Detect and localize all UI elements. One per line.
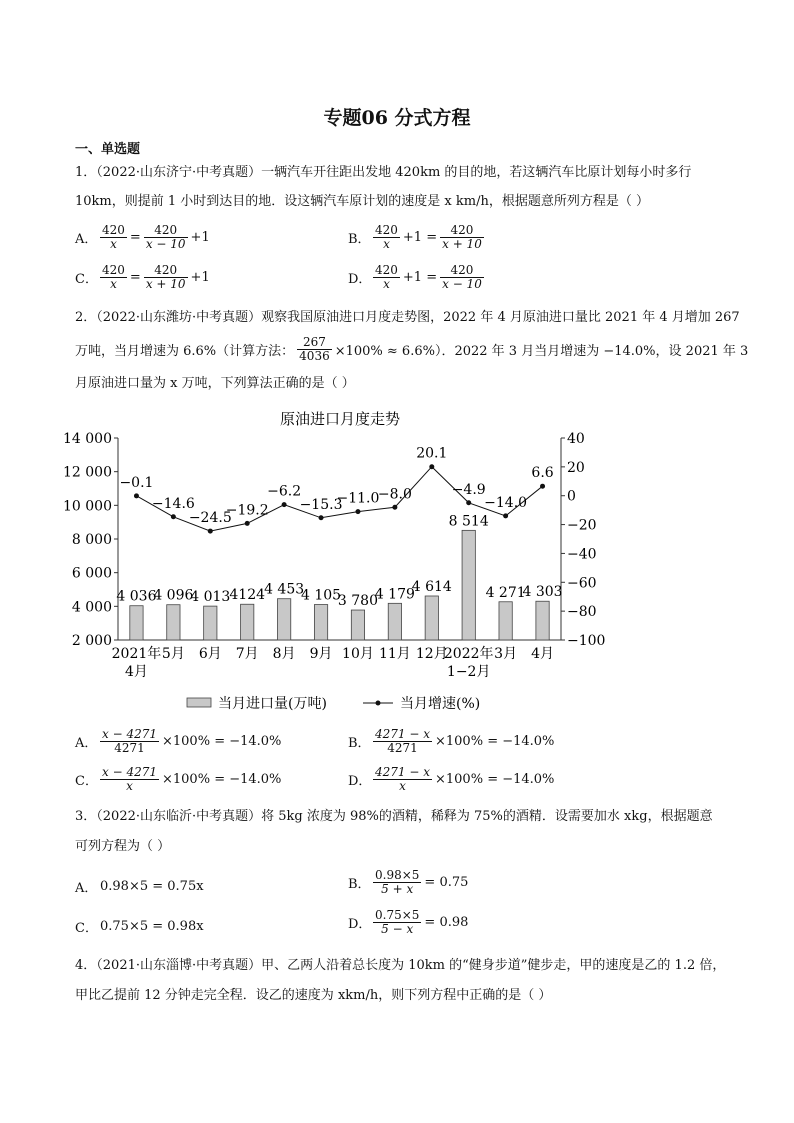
- fraction: $\frac{0.75\times 5}{5 - x}$: [375, 908, 420, 936]
- left-tick-label: 14 000: [63, 431, 112, 447]
- growth-point: [208, 529, 213, 534]
- bar-label: 8 514: [448, 513, 489, 530]
- left-tick-label: 6 000: [71, 565, 112, 582]
- right-tick-label: −40: [567, 546, 597, 563]
- x-tick-label: 9月: [309, 646, 333, 662]
- right-tick-label: 0: [567, 488, 576, 505]
- q1-option-a[interactable]: [75, 224, 210, 251]
- bar-label: 4 036: [116, 588, 157, 605]
- bar: [241, 604, 254, 640]
- option-label: B．: [348, 232, 371, 247]
- bar-label: 4 105: [300, 587, 342, 604]
- option-label: B．: [348, 877, 371, 892]
- option-label: D．: [348, 272, 372, 287]
- bar: [425, 596, 438, 640]
- question-4-line-2: 甲比乙提前 12 分钟走完全程．设乙的速度为 xkm/h，则下列方程中正确的是（ ）: [75, 988, 552, 1003]
- legend-line-marker: [376, 701, 381, 706]
- right-tick-label: −100: [567, 633, 606, 649]
- tail: +1: [190, 270, 210, 285]
- q3-option-a[interactable]: [75, 877, 204, 896]
- x-tick-label: 4月: [531, 646, 555, 662]
- x-tick-label: 10月: [342, 646, 374, 662]
- tail: = 0.98: [424, 915, 469, 930]
- option-label: A．: [75, 736, 98, 751]
- right-tick-label: −80: [567, 604, 597, 621]
- x-tick-label: 3月: [494, 646, 518, 662]
- option-label: C．: [75, 921, 98, 936]
- bar: [204, 606, 217, 640]
- question-2-line-1: 2．（2022·山东潍坊·中考真题）观察我国原油进口月度走势图，2022 年 4 月原油进口量比 2021 年 4 月增加 267: [75, 310, 740, 325]
- growth-label: −14.6: [151, 495, 195, 512]
- legend-bar-swatch: [187, 698, 211, 707]
- bar-label: 4 096: [153, 587, 194, 604]
- operator: +1 =: [402, 270, 438, 285]
- section-heading: 一、单选题: [75, 142, 141, 157]
- bar-label: 4 179: [374, 586, 415, 603]
- bar: [130, 606, 143, 640]
- operator: =: [129, 230, 141, 245]
- left-tick-label: 10 000: [63, 498, 112, 515]
- growth-point: [134, 493, 139, 498]
- option-label: A．: [75, 881, 98, 896]
- fraction: $\frac{x - 4271}{4271}$: [102, 727, 157, 755]
- right-tick-label: 20: [567, 459, 585, 476]
- bar: [499, 602, 512, 640]
- x-tick-label: 2021年: [111, 646, 162, 662]
- right-tick-label: −60: [567, 575, 597, 592]
- legend-line-label: 当月增速(%): [400, 696, 481, 712]
- growth-label: −0.1: [119, 474, 154, 491]
- question-1-line-2: 10km，则提前 1 小时到达目的地．设这辆汽车原计划的速度是 x km/h，根据题意所列方程是（ ）: [75, 194, 649, 209]
- x-tick-label: 2022年: [443, 646, 494, 662]
- growth-label: −24.5: [188, 510, 232, 527]
- x-tick-label: 11月: [378, 646, 411, 662]
- growth-label: −11.0: [336, 490, 380, 507]
- q3-option-d[interactable]: [348, 909, 468, 936]
- growth-label: −19.2: [225, 502, 269, 519]
- bar: [462, 530, 475, 640]
- bar: [314, 605, 327, 640]
- growth-point: [282, 502, 287, 507]
- option-label: D．: [348, 917, 372, 932]
- right-tick-label: 40: [567, 431, 585, 447]
- left-tick-label: 4 000: [71, 599, 112, 616]
- tail: ×100% = −14.0%: [435, 772, 555, 787]
- crude-oil-import-chart: [60, 400, 620, 720]
- left-tick-label: 2 000: [71, 633, 112, 649]
- left-tick-label: 8 000: [71, 532, 112, 548]
- question-3-line-1: 3．（2022·山东临沂·中考真题）将 5kg 浓度为 98%的酒精，稀释为 75%的酒精．设需要加水 xkg，根据题意: [75, 809, 713, 824]
- q3-option-b[interactable]: [348, 869, 468, 896]
- bar: [277, 599, 290, 640]
- growth-point: [171, 514, 176, 519]
- q2-option-d[interactable]: [348, 766, 554, 793]
- q2-option-b[interactable]: [348, 728, 554, 755]
- option-label: B．: [348, 736, 371, 751]
- x-tick-label: 5月: [161, 646, 185, 662]
- option-label: C．: [75, 774, 98, 789]
- tail: ×100% = −14.0%: [162, 734, 282, 749]
- tail: ×100% = −14.0%: [162, 772, 282, 787]
- question-1-line-1: 1．（2022·山东济宁·中考真题）一辆汽车开往距出发地 420km 的目的地，若这辆汽车比原计划每小时多行: [75, 165, 692, 180]
- bar: [388, 603, 401, 640]
- growth-label: −8.0: [377, 486, 412, 503]
- option-label: D．: [348, 774, 372, 789]
- q2-option-c[interactable]: [75, 766, 281, 793]
- q1-option-b[interactable]: [348, 224, 484, 251]
- chart-title: 原油进口月度走势: [279, 410, 401, 428]
- fraction: $\frac{420}{x - 10}$: [442, 263, 482, 291]
- question-4-line-1: 4．（2021·山东淄博·中考真题）甲、乙两人沿着总长度为 10km 的“健身步道”健步走，甲的速度是乙的 1.2 倍，: [75, 958, 726, 973]
- x-tick-label: 6月: [198, 646, 222, 662]
- operator: +1 =: [402, 230, 438, 245]
- q1-option-c[interactable]: [75, 264, 210, 291]
- bar-label: 4 271: [485, 584, 526, 601]
- right-tick-label: −20: [567, 517, 597, 534]
- fraction: $\frac{4271 - x}{x}$: [375, 765, 430, 793]
- growth-label: −6.2: [267, 483, 302, 500]
- bar-label: 4124: [229, 587, 266, 604]
- left-tick-label: 12 000: [63, 464, 112, 481]
- legend-bar-label: 当月进口量(万吨): [218, 696, 327, 712]
- growth-point: [319, 515, 324, 520]
- page-title: 专题06 分式方程: [323, 107, 471, 129]
- fraction: $\frac{267}{4036}$: [299, 335, 330, 363]
- option-label: C．: [75, 272, 98, 287]
- growth-label: −4.9: [451, 481, 486, 498]
- growth-point: [355, 509, 360, 514]
- growth-label: −14.0: [484, 494, 528, 511]
- tail: +1: [190, 230, 210, 245]
- question-3-line-2: 可列方程为（ ）: [75, 839, 171, 854]
- fraction: $\frac{x - 4271}{x}$: [102, 765, 157, 793]
- x-tick-label: 7月: [235, 646, 259, 662]
- growth-label: 6.6: [531, 465, 554, 482]
- growth-point: [392, 505, 397, 510]
- bar-label: 4 013: [190, 589, 231, 606]
- bar-label: 3 780: [337, 593, 379, 610]
- fraction: $\frac{420}{x + 10}$: [442, 223, 482, 251]
- bar-label: 4 453: [264, 581, 305, 598]
- growth-label: −15.3: [299, 496, 343, 513]
- equation: 0.75×5 = 0.98x: [100, 919, 204, 934]
- bar: [167, 605, 180, 640]
- bar: [351, 610, 364, 640]
- q3-option-c[interactable]: [75, 917, 204, 936]
- fraction: $\frac{420}{x}$: [375, 263, 398, 291]
- fraction: $\frac{420}{x + 10}$: [145, 263, 186, 291]
- growth-point: [540, 484, 545, 489]
- option-label: A．: [75, 232, 98, 247]
- x-tick-label: 12月: [415, 646, 448, 662]
- q1-option-d[interactable]: [348, 264, 484, 291]
- fraction: $\frac{4271 - x}{4271}$: [375, 727, 430, 755]
- question-2-line-3: 月原油进口量为 x 万吨，下列算法正确的是（ ）: [75, 376, 355, 391]
- tail: ×100% = −14.0%: [435, 734, 555, 749]
- growth-label: 20.1: [416, 445, 448, 462]
- x-tick-label: 1−2月: [446, 664, 491, 680]
- operator: =: [129, 270, 141, 285]
- growth-point: [503, 513, 508, 518]
- growth-point: [429, 464, 434, 469]
- bar: [536, 601, 549, 640]
- equation: 0.98×5 = 0.75x: [100, 879, 204, 894]
- fraction: $\frac{420}{x}$: [102, 223, 125, 251]
- bar-label: 4 614: [411, 578, 452, 595]
- tail: = 0.75: [424, 875, 469, 890]
- bar-label: 4 303: [522, 584, 563, 601]
- growth-point: [245, 521, 250, 526]
- q2-option-a[interactable]: [75, 728, 281, 755]
- x-tick-label: 8月: [272, 646, 296, 662]
- x-tick-label: 4月: [124, 664, 148, 680]
- growth-point: [466, 500, 471, 505]
- fraction: $\frac{420}{x}$: [102, 263, 125, 291]
- fraction: $\frac{0.98\times 5}{5 + x}$: [375, 868, 420, 896]
- fraction: $\frac{420}{x}$: [375, 223, 398, 251]
- fraction: $\frac{420}{x - 10}$: [145, 223, 186, 251]
- question-2-line-2: 万吨，当月增速为 6.6%（计算方法： $\frac{267}{4036}$ ×100% ≈ 6.6%）．2022 年 3 月当月增速为 −14.0%，设 2021 年 3: [75, 335, 749, 363]
